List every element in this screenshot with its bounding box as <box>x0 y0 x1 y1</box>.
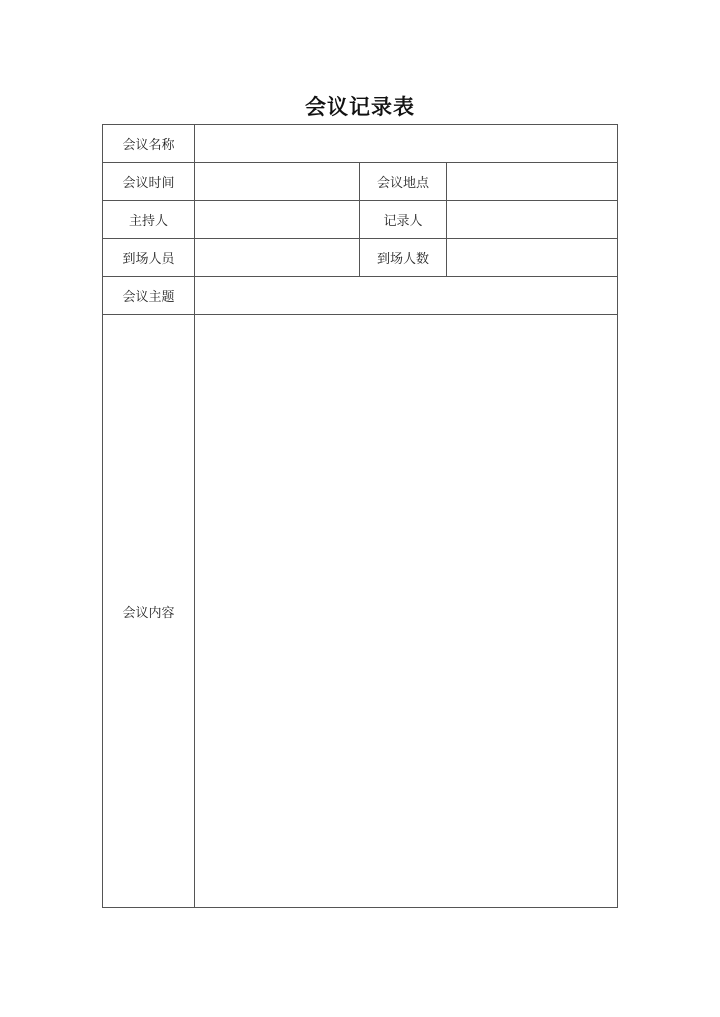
content-field[interactable] <box>195 315 618 908</box>
meeting-location-field[interactable] <box>447 163 618 201</box>
topic-field[interactable] <box>195 277 618 315</box>
recorder-field[interactable] <box>447 201 618 239</box>
meeting-record-table <box>102 124 618 908</box>
page-title: 会议记录表 <box>305 95 415 119</box>
recorder-label: 记录人 <box>360 201 447 239</box>
row-time-location <box>103 163 618 201</box>
meeting-time-field[interactable] <box>195 163 360 201</box>
row-attendees <box>103 239 618 277</box>
topic-label: 会议主题 <box>103 277 195 315</box>
row-content <box>103 315 618 908</box>
meeting-name-label: 会议名称 <box>103 125 195 163</box>
host-field[interactable] <box>195 201 360 239</box>
content-label: 会议内容 <box>103 315 195 908</box>
attendee-count-field[interactable] <box>447 239 618 277</box>
meeting-time-label: 会议时间 <box>103 163 195 201</box>
row-topic <box>103 277 618 315</box>
row-host-recorder <box>103 201 618 239</box>
meeting-location-label: 会议地点 <box>360 163 447 201</box>
row-meeting-name <box>103 125 618 163</box>
attendees-label: 到场人员 <box>103 239 195 277</box>
attendee-count-label: 到场人数 <box>360 239 447 277</box>
attendees-field[interactable] <box>195 239 360 277</box>
host-label: 主持人 <box>103 201 195 239</box>
meeting-name-field[interactable] <box>195 125 618 163</box>
